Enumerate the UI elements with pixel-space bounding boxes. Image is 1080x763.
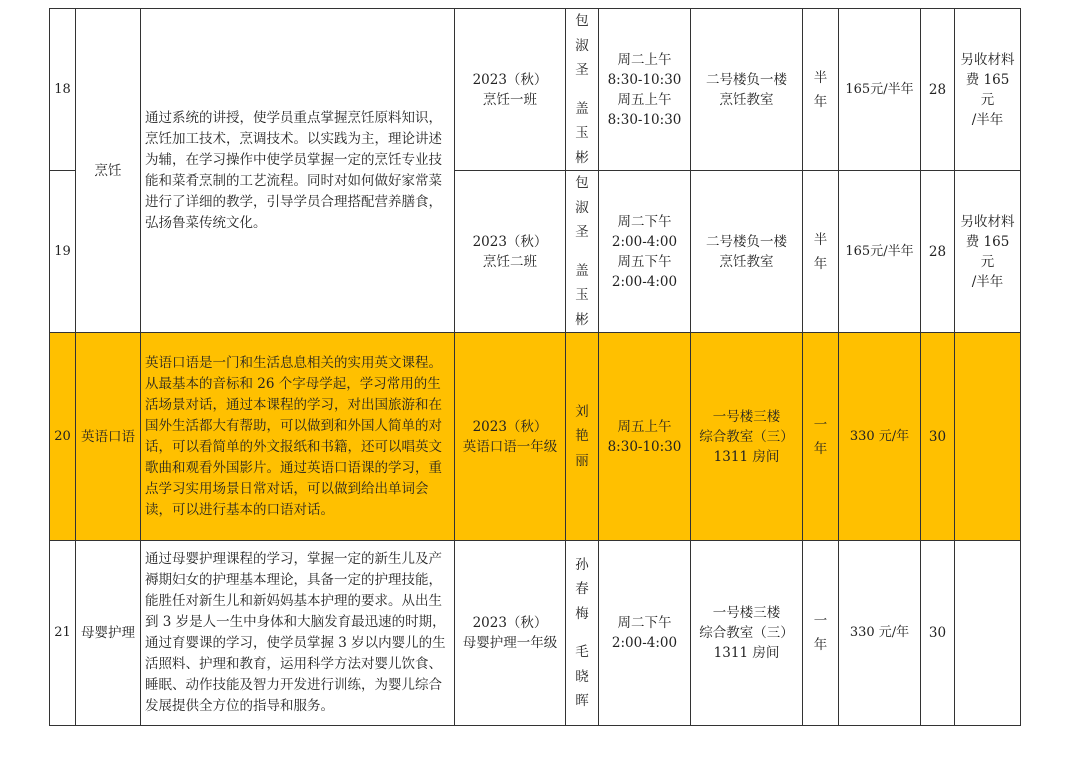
row-number: 20 bbox=[50, 333, 76, 541]
note-cell bbox=[955, 9, 1021, 171]
teacher-char: 梅 bbox=[575, 605, 589, 622]
time-range: 8:30-10:30 bbox=[607, 438, 682, 455]
duration-char: 年 bbox=[813, 440, 828, 457]
class-cell bbox=[455, 171, 566, 333]
teacher-char: 刘 bbox=[575, 403, 589, 420]
location-room: 综合教室（三） bbox=[699, 428, 794, 445]
note-line: 另收材料 bbox=[960, 51, 1015, 68]
duration-char: 一 bbox=[813, 416, 828, 433]
class-cell bbox=[455, 333, 566, 541]
location-cell bbox=[691, 9, 803, 171]
course-table bbox=[49, 8, 1021, 726]
teacher-char: 艳 bbox=[575, 428, 589, 445]
note-line: /半年 bbox=[971, 111, 1004, 128]
duration-char: 年 bbox=[813, 637, 828, 653]
class-name: 母婴护理一年级 bbox=[462, 635, 558, 651]
duration-char: 一 bbox=[813, 613, 828, 629]
course-category: 英语口语 bbox=[76, 333, 141, 541]
class-cell bbox=[455, 9, 566, 171]
duration-cell bbox=[803, 541, 839, 726]
class-name: 烹饪一班 bbox=[483, 91, 537, 108]
time-day: 周五下午 bbox=[617, 253, 672, 270]
course-description: 通过系统的讲授，使学员重点掌握烹饪原料知识，烹饪加工技术，烹调技术。以实践为主，理论讲述为辅，在学习操作中使学员掌握一定的烹饪专业技能和菜肴烹制的工艺流程。同时对如何做好家常菜进行了详细的教学，引导学员合理搭配营养膳食，弘扬鲁菜传统文化。 bbox=[141, 9, 455, 333]
time-range: 2:00-4:00 bbox=[611, 635, 678, 651]
time-day: 周五上午 bbox=[617, 418, 672, 435]
teacher-cell bbox=[566, 171, 599, 333]
table-row bbox=[50, 541, 1021, 726]
teacher-char: 盖 bbox=[575, 262, 589, 279]
time-day: 周五上午 bbox=[617, 91, 672, 108]
teacher-cell bbox=[566, 541, 599, 726]
location-building: 一号楼三楼 bbox=[712, 605, 781, 621]
course-description: 英语口语是一门和生活息息相关的实用英文课程。从最基本的音标和 26 个字母学起，学习常用的生活场景对话，通过本课程的学习，对出国旅游和在国外生活都大有帮助，可以做到和外国人简单的对话，可以看简单的外文报纸和书籍，还可以唱英文歌曲和观看外国影片。通过英语口语课的学习，重点学习实用场景日常对话，可以做到给出单词会读，可以进行基本的口语对话。 bbox=[141, 333, 455, 541]
class-year: 2023（秋） bbox=[472, 233, 548, 250]
fee-cell: 165元/半年 bbox=[839, 171, 921, 333]
class-year: 2023（秋） bbox=[472, 615, 548, 631]
location-room: 烹饪教室 bbox=[719, 91, 774, 108]
location-building: 二号楼负一楼 bbox=[706, 233, 787, 250]
note-line: 另收材料 bbox=[960, 213, 1015, 230]
time-range: 2:00-4:00 bbox=[611, 273, 678, 290]
table-row bbox=[50, 9, 1021, 171]
row-number: 21 bbox=[50, 541, 76, 726]
teacher-char: 淑 bbox=[575, 37, 589, 54]
location-building: 二号楼负一楼 bbox=[706, 71, 787, 88]
location-room-number: 1311 房间 bbox=[713, 645, 780, 661]
row-number: 18 bbox=[50, 9, 76, 171]
teacher-char: 玉 bbox=[575, 125, 589, 141]
course-category: 母婴护理 bbox=[76, 541, 141, 726]
class-cell bbox=[455, 541, 566, 726]
capacity-cell: 28 bbox=[921, 171, 955, 333]
class-name: 烹饪二班 bbox=[483, 253, 537, 270]
duration-cell bbox=[803, 171, 839, 333]
note-line: 费 165 元 bbox=[965, 71, 1010, 108]
capacity-cell: 30 bbox=[921, 541, 955, 726]
note-cell bbox=[955, 333, 1021, 541]
teacher-char: 彬 bbox=[575, 149, 589, 166]
location-room-number: 1311 房间 bbox=[713, 448, 780, 465]
capacity-cell: 28 bbox=[921, 9, 955, 171]
time-cell bbox=[599, 333, 691, 541]
teacher-char: 孙 bbox=[575, 556, 589, 573]
time-cell bbox=[599, 541, 691, 726]
fee-cell: 330 元/年 bbox=[839, 333, 921, 541]
time-cell bbox=[599, 9, 691, 171]
time-range: 8:30-10:30 bbox=[607, 71, 682, 88]
teacher-char: 淑 bbox=[575, 199, 589, 216]
location-room: 综合教室（三） bbox=[699, 625, 794, 641]
note-cell bbox=[955, 541, 1021, 726]
table-row-highlighted bbox=[50, 333, 1021, 541]
location-cell bbox=[691, 171, 803, 333]
duration-char: 年 bbox=[813, 93, 828, 110]
fee-cell: 330 元/年 bbox=[839, 541, 921, 726]
teacher-char: 盖 bbox=[575, 100, 589, 117]
teacher-char: 晖 bbox=[575, 693, 589, 709]
time-range: 8:30-10:30 bbox=[607, 111, 682, 128]
course-category: 烹饪 bbox=[76, 9, 141, 333]
teacher-char: 圣 bbox=[575, 224, 589, 240]
duration-cell bbox=[803, 333, 839, 541]
teacher-cell bbox=[566, 333, 599, 541]
row-number: 19 bbox=[50, 171, 76, 333]
capacity-cell: 30 bbox=[921, 333, 955, 541]
teacher-char: 彬 bbox=[575, 311, 589, 328]
teacher-char: 毛 bbox=[575, 644, 589, 660]
teacher-char: 晓 bbox=[575, 668, 589, 685]
teacher-char: 玉 bbox=[575, 287, 589, 303]
teacher-char: 包 bbox=[575, 175, 589, 191]
note-line: 费 165 元 bbox=[965, 233, 1010, 270]
note-cell bbox=[955, 171, 1021, 333]
class-name: 英语口语一年级 bbox=[462, 438, 558, 455]
time-day: 周二下午 bbox=[617, 213, 672, 230]
teacher-cell bbox=[566, 9, 599, 171]
duration-char: 半 bbox=[813, 231, 828, 248]
teacher-char: 包 bbox=[575, 13, 589, 29]
location-building: 一号楼三楼 bbox=[712, 408, 781, 425]
time-cell bbox=[599, 171, 691, 333]
teacher-char: 圣 bbox=[575, 62, 589, 78]
time-day: 周二下午 bbox=[617, 615, 672, 631]
teacher-char: 春 bbox=[575, 581, 589, 597]
class-year: 2023（秋） bbox=[472, 418, 548, 435]
time-day: 周二上午 bbox=[617, 51, 672, 68]
location-room: 烹饪教室 bbox=[719, 253, 774, 270]
class-year: 2023（秋） bbox=[472, 71, 548, 88]
course-description: 通过母婴护理课程的学习，掌握一定的新生儿及产褥期妇女的护理基本理论，具备一定的护理技能，能胜任对新生儿和新妈妈基本护理的要求。从出生到 3 岁是人一生中身体和大脑发育最迅速的时期，通过育婴课的学习，使学员掌握 3 岁以内婴儿的生活照料、护理和教育，运用科学方法对婴儿饮食、睡眠、动作技能及智力开发进行训练，为婴儿综合发展提供全方位的指导和服务。 bbox=[141, 541, 455, 726]
fee-cell: 165元/半年 bbox=[839, 9, 921, 171]
location-cell bbox=[691, 541, 803, 726]
note-line: /半年 bbox=[971, 273, 1004, 290]
time-range: 2:00-4:00 bbox=[611, 233, 678, 250]
duration-char: 半 bbox=[813, 69, 828, 86]
location-cell bbox=[691, 333, 803, 541]
teacher-char: 丽 bbox=[575, 452, 589, 469]
duration-cell bbox=[803, 9, 839, 171]
duration-char: 年 bbox=[813, 255, 828, 272]
